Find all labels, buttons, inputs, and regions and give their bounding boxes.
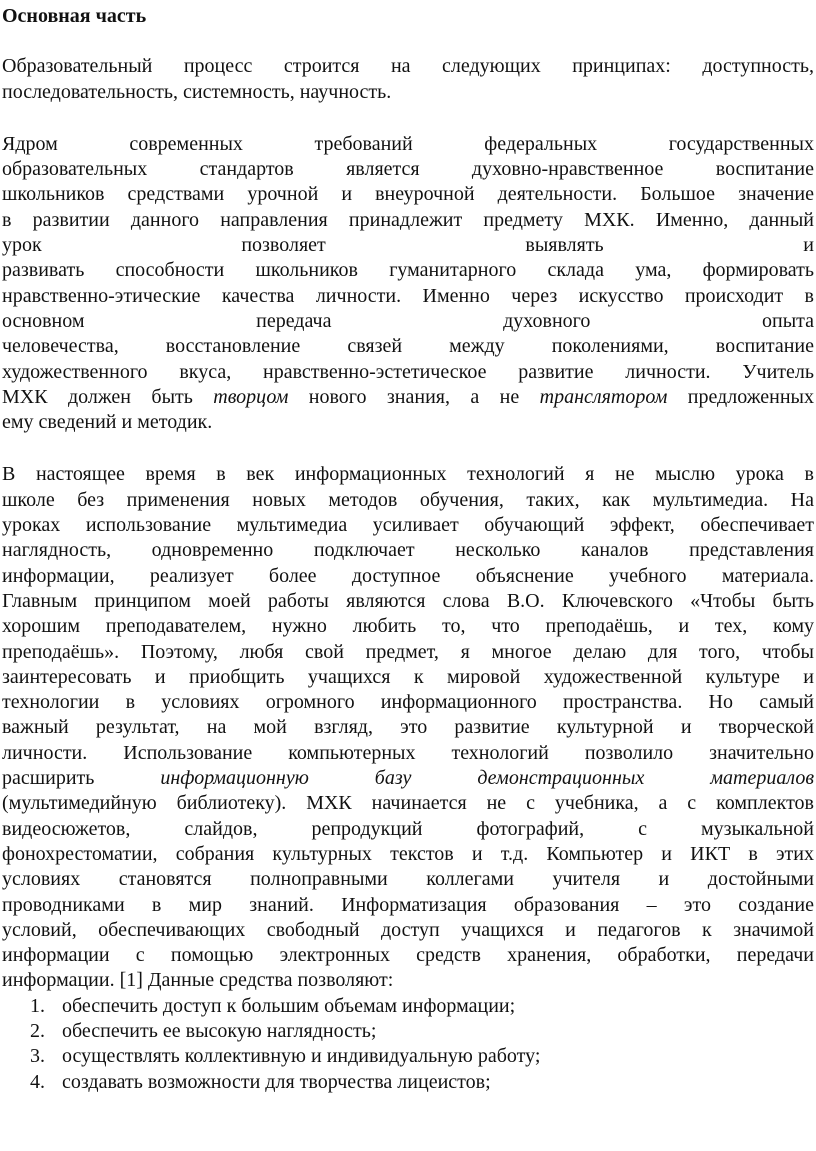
text-line: информации. [1] Данные средства позволяют: [2, 969, 394, 992]
text-line: художественного вкуса, нравственно-эстетическое развитие личности. Учитель [2, 360, 814, 383]
text-line: развивать способности школьников гуманитарного склада ума, формировать [2, 259, 814, 282]
text-line: в развитии данного направления принадлежит предмету МХК. Именно, данный [2, 208, 814, 231]
text-line: школе без применения новых методов обучения, таких, как мультимедиа. На [2, 488, 814, 511]
text-line: В настоящее время в век информационных технологий я не мыслю урока в [2, 463, 814, 486]
text-line: видеосюжетов, слайдов, репродукций фотографий, с музыкальной [2, 817, 814, 840]
text-line: заинтересовать и приобщить учащихся к мировой художественной культуре и [2, 665, 814, 688]
paragraph-principles [2, 54, 814, 105]
text-line: Ядром современных требований федеральных государственных [2, 132, 814, 155]
text-line: важный результат, на мой взгляд, это развитие культурной и творческой [2, 716, 814, 739]
text-run: МХК должен быть [2, 385, 214, 408]
text-line: личности. Использование компьютерных технологий позволило значительно [2, 741, 814, 764]
list-item [30, 1044, 814, 1069]
text-line: урок позволяет выявлять и [2, 234, 814, 257]
list-number: 1. [30, 994, 45, 1017]
list-number: 2. [30, 1019, 45, 1042]
text-line: фонохрестоматии, собрания культурных текстов и т.д. Компьютер и ИКТ в этих [2, 842, 814, 865]
text-line: основном передача духовного опыта [2, 309, 814, 332]
text-line: Главным принципом моей работы являются слова В.О. Ключевского «Чтобы быть [2, 589, 814, 612]
text-line: проводниками в мир знаний. Информатизация образования – это создание [2, 893, 814, 916]
paragraph-multimedia [2, 462, 814, 993]
list-number: 4. [30, 1070, 45, 1093]
text-line: информации с помощью электронных средств хранения, обработки, передачи [2, 944, 814, 967]
text-line: нравственно-этические качества личности. Именно через искусство происходит в [2, 284, 814, 307]
italic-term-creator: творцом [213, 385, 289, 408]
text-line: уроках использование мультимедиа усиливает обучающий эффект, обеспечивает [2, 514, 814, 537]
text-line: условиях становятся полноправными коллегами учителя и достойными [2, 868, 814, 891]
list-item-text: обеспечить доступ к большим объемам информации; [62, 994, 516, 1017]
italic-term-info-base: информационную базу демонстрационных материалов [160, 767, 814, 790]
paragraph-fgos [2, 132, 814, 436]
section-heading: Основная часть [2, 5, 147, 27]
text-line: наглядность, одновременно подключает несколько каналов представления [2, 539, 814, 562]
text-line: хорошим преподавателем, нужно любить то, что преподаёшь, и тех, кому [2, 615, 814, 638]
list-item-text: обеспечить ее высокую наглядность; [62, 1019, 377, 1042]
text-line: информации, реализует более доступное объяснение учебного материала. [2, 564, 814, 587]
list-number: 3. [30, 1045, 45, 1068]
text-run: нового знания, а не [288, 385, 540, 408]
text-line: Образовательный процесс строится на следующих принципах: доступность, [2, 55, 814, 78]
list-item [30, 994, 814, 1019]
text-line: человечества, восстановление связей между поколениями, воспитание [2, 335, 814, 358]
text-line: школьников средствами урочной и внеурочной деятельности. Большое значение [2, 183, 814, 206]
text-line: (мультимедийную библиотеку). МХК начинается не с учебника, а с комплектов [2, 792, 814, 815]
numbered-list [2, 994, 814, 1095]
text-line: образовательных стандартов является духовно-нравственное воспитание [2, 158, 814, 181]
text-line-mixed [2, 766, 814, 791]
text-run: предложенных [667, 385, 814, 408]
text-line-mixed [2, 385, 814, 410]
text-line: ему сведений и методик. [2, 411, 213, 434]
list-item [30, 1070, 814, 1095]
list-item-text: создавать возможности для творчества лицеистов; [62, 1070, 491, 1093]
list-item [30, 1019, 814, 1044]
text-line: технологии в условиях огромного информационного пространства. Но самый [2, 691, 814, 714]
text-line: преподаёшь». Поэтому, любя свой предмет, я многое делаю для того, чтобы [2, 640, 814, 663]
list-item-text: осуществлять коллективную и индивидуальную работу; [62, 1045, 541, 1068]
text-line: последовательность, системность, научность. [2, 80, 392, 103]
text-run: расширить [2, 767, 161, 790]
italic-term-translator: транслятором [539, 385, 668, 408]
text-line: условий, обеспечивающих свободный доступ учащихся и педагогов к значимой [2, 918, 814, 941]
